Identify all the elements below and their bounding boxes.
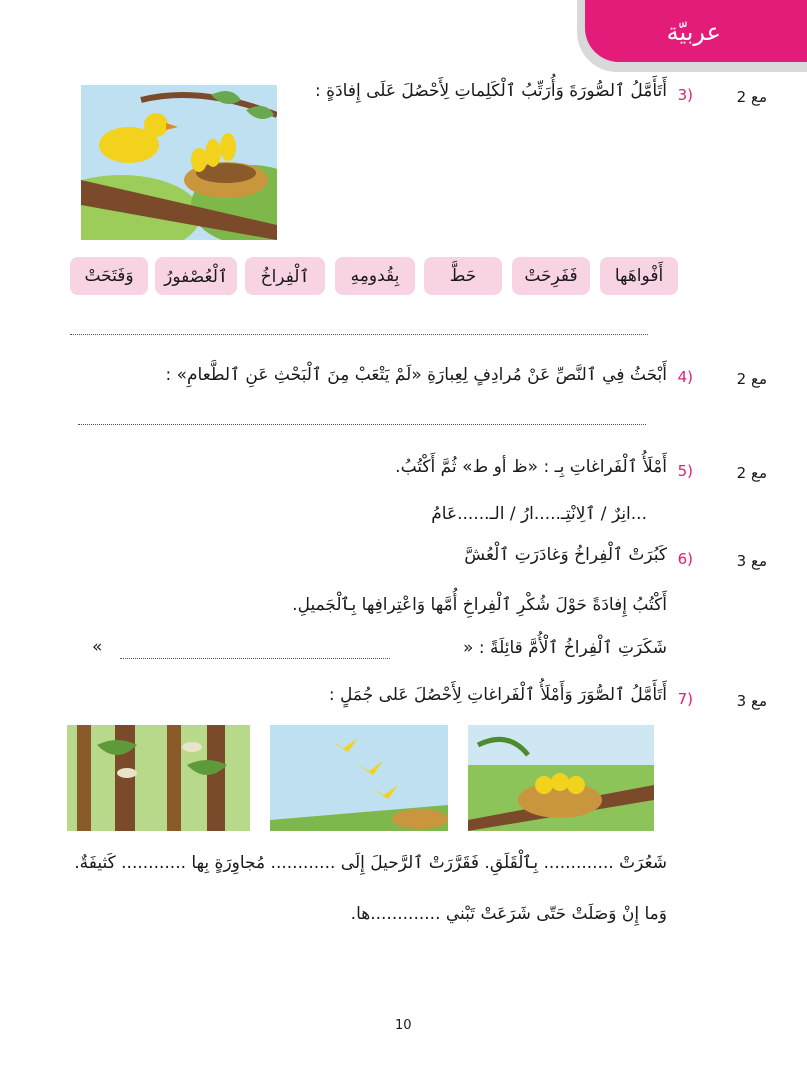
word-chip-4[interactable]: بِقُدومِهِ (335, 257, 415, 295)
word-chip-7[interactable]: وَفَتَحَتْ (70, 257, 148, 295)
q6-number: 6) (677, 550, 693, 568)
nest-chicks-image (468, 725, 654, 831)
q7-code: مع 3 (736, 692, 767, 710)
q6-prompt: شَكَرَتِ ٱلْفِراخُ ٱلْأُمَّ قائِلَةً : « (463, 638, 667, 658)
word-chip-5[interactable]: ٱلْفِراخُ (245, 257, 325, 295)
q4-instruction: أَبْحَثُ فِي ٱلنَّصِّ عَنْ مُرادِفٍ لِعِبارَةِ «لَمْ يَتْعَبْ مِنَ ٱلْبَحْثِ عَنِ ٱلطَّعامِ» : (165, 365, 667, 385)
birds-flying-image (270, 725, 448, 831)
bird-nest-image (81, 85, 277, 240)
q3-number: 3) (677, 86, 693, 104)
q7-number: 7) (677, 690, 693, 708)
q6-task: أَكْتُبُ إِفادَةً حَوْلَ شُكْرِ ٱلْفِراخِ أُمَّها وَاعْتِرافِها بِٱلْجَميلِ. (292, 595, 667, 615)
q3-answer-line[interactable] (70, 334, 648, 335)
word-chip-1[interactable]: أَفْواهَها (600, 257, 678, 295)
forest-image (67, 725, 250, 831)
q3-code: مع 2 (736, 88, 767, 106)
q5-items[interactable]: ...انِرٌ / ٱلِانْتِـ.....ارُ / الـ......عَامُ (431, 504, 647, 524)
subject-title: عربيّة (666, 18, 721, 46)
q7-sentence-1[interactable]: شَعُرَتْ ............. بِٱلْقَلَقِ. فَقَرَّرَتْ ٱلرَّحيلَ إِلَى ............ مُجاوِرَةٍ بِها ............ كَثيفَةٌ. (74, 853, 667, 873)
q4-answer-line[interactable] (78, 424, 646, 425)
word-chip-6[interactable]: ٱلْعُصْفورُ (155, 257, 237, 295)
q5-instruction: أَمْلَأُ ٱلْفَراغاتِ بِـ : «ظ أو ط» ثُمَّ أَكْتُبُ. (395, 457, 667, 477)
q6-code: مع 3 (736, 552, 767, 570)
page-number: 10 (395, 1018, 412, 1033)
q4-number: 4) (677, 368, 693, 386)
q7-sentence-2[interactable]: وَما إِنْ وَصَلَتْ حَتّى شَرَعَتْ تَبْني .............ها. (350, 904, 667, 924)
word-chip-2[interactable]: فَفَرِحَتْ (512, 257, 590, 295)
q5-number: 5) (677, 462, 693, 480)
q6-title: كَبُرَتْ ٱلْفِراخُ وَغادَرَتِ ٱلْعُشَّ (464, 545, 667, 565)
q5-code: مع 2 (736, 464, 767, 482)
word-chip-3[interactable]: حَطَّ (424, 257, 502, 295)
q6-answer-line[interactable] (120, 658, 390, 659)
q4-code: مع 2 (736, 370, 767, 388)
q6-close-quote: » (92, 637, 103, 657)
q3-instruction: أَتَأَمَّلُ ٱلصُّورَةَ وَأُرَتِّبُ ٱلْكَلِماتِ لِأَحْصُلَ عَلَى إِفادَةٍ : (315, 81, 667, 101)
q7-instruction: أَتَأَمَّلُ ٱلصُّوَرَ وَأَمْلَأُ ٱلْفَراغاتِ لِأَحْصُلَ عَلى جُمَلٍ : (328, 685, 667, 705)
